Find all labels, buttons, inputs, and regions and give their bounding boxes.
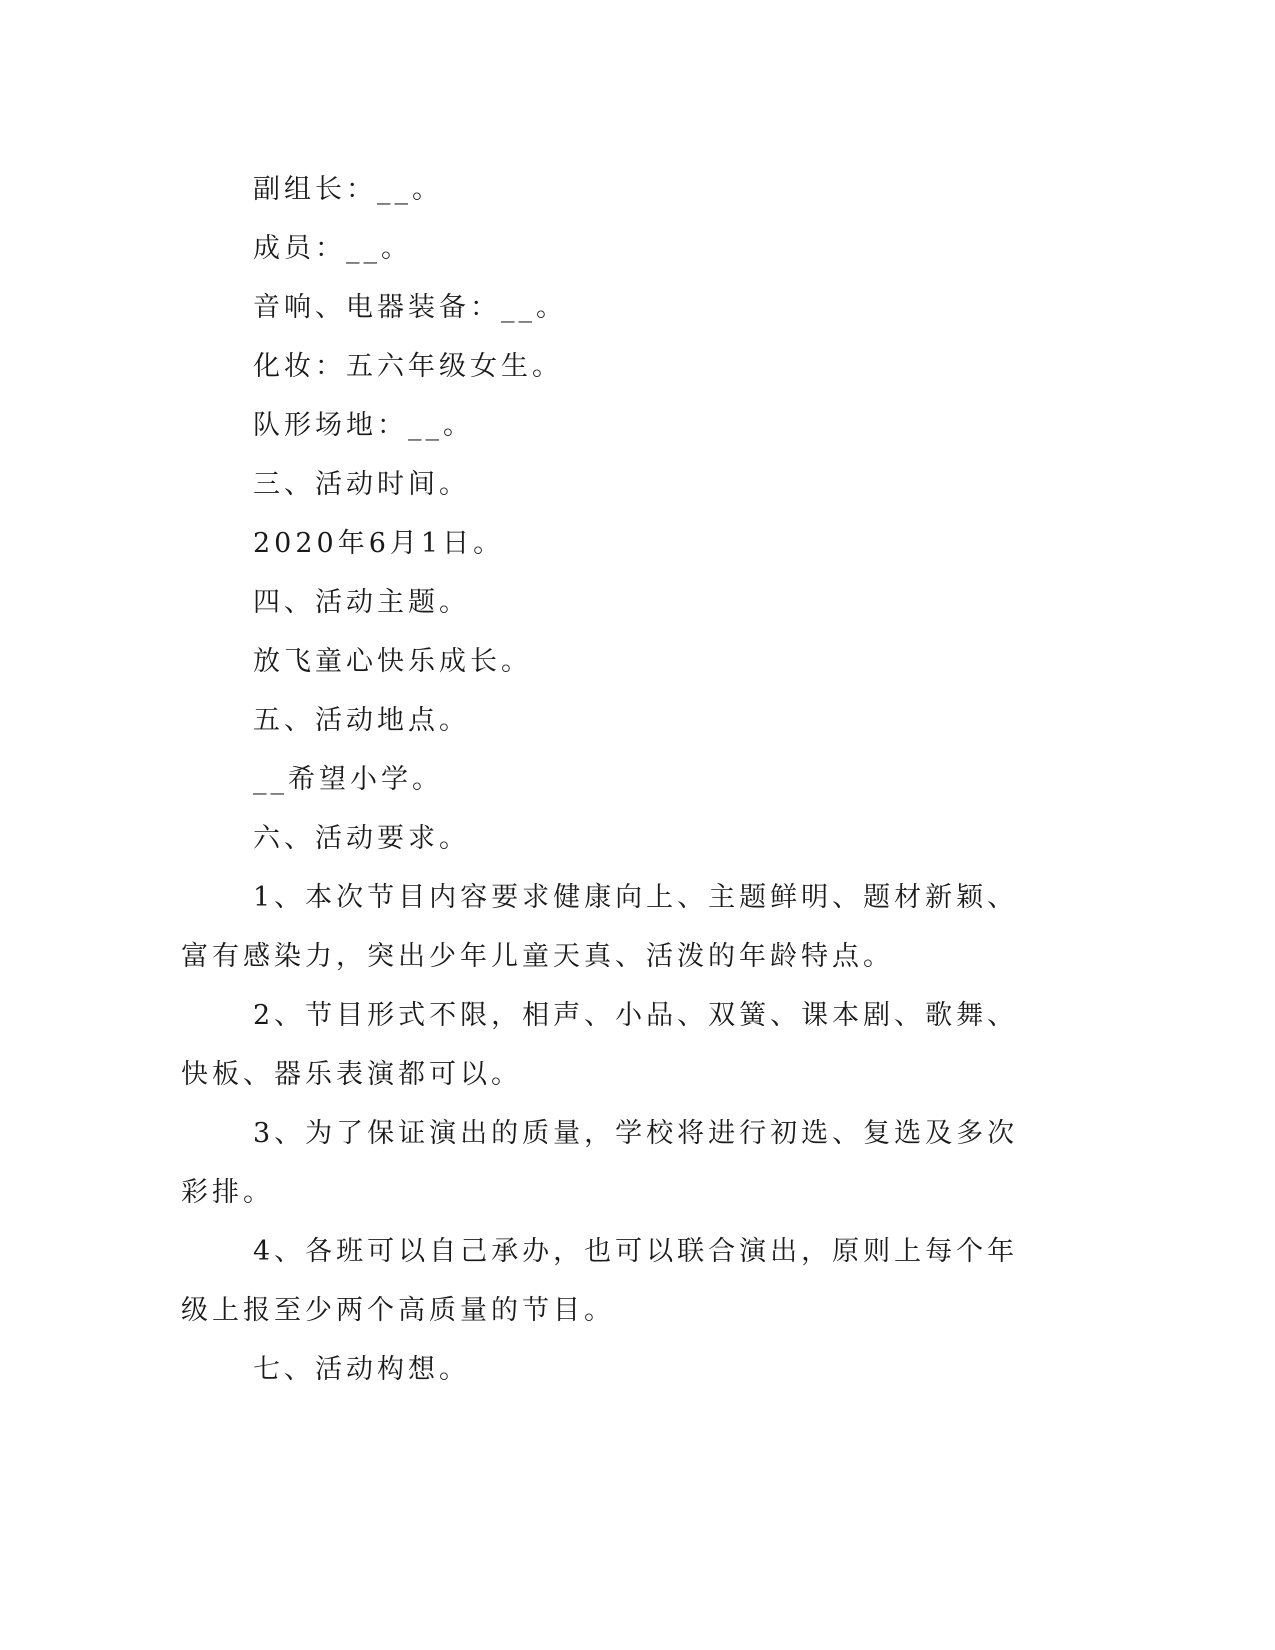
paragraph-sound-equipment: 音响、电器装备：__。 bbox=[253, 292, 567, 323]
paragraph-theme: 放飞童心快乐成长。 bbox=[253, 646, 532, 677]
paragraph-requirement-4: 4、各班可以自己承办，也可以联合演出，原则上每个年级上报至少两个高质量的节目。 bbox=[181, 1236, 1019, 1326]
paragraph-location: __希望小学。 bbox=[253, 764, 443, 795]
heading-activity-theme: 四、活动主题。 bbox=[253, 587, 470, 618]
document-body bbox=[181, 160, 1041, 1399]
heading-activity-requirements: 六、活动要求。 bbox=[253, 823, 470, 854]
paragraph-requirement-3: 3、为了保证演出的质量，学校将进行初选、复选及多次彩排。 bbox=[181, 1118, 1019, 1208]
paragraph-formation-venue: 队形场地：__。 bbox=[253, 410, 474, 441]
paragraph-requirement-1: 1、本次节目内容要求健康向上、主题鲜明、题材新颖、富有感染力，突出少年儿童天真、活泼的年龄特点。 bbox=[181, 882, 1019, 972]
paragraph-members: 成员：__。 bbox=[253, 233, 412, 264]
heading-activity-location: 五、活动地点。 bbox=[253, 705, 470, 736]
paragraph-date: 2020年6月1日。 bbox=[253, 528, 505, 559]
paragraph-vice-leader: 副组长：__。 bbox=[253, 174, 443, 205]
paragraph-requirement-2: 2、节目形式不限，相声、小品、双簧、课本剧、歌舞、快板、器乐表演都可以。 bbox=[181, 1000, 1019, 1090]
heading-activity-time: 三、活动时间。 bbox=[253, 469, 470, 500]
paragraph-makeup: 化妆：五六年级女生。 bbox=[253, 351, 563, 382]
heading-activity-concept: 七、活动构想。 bbox=[253, 1354, 470, 1385]
